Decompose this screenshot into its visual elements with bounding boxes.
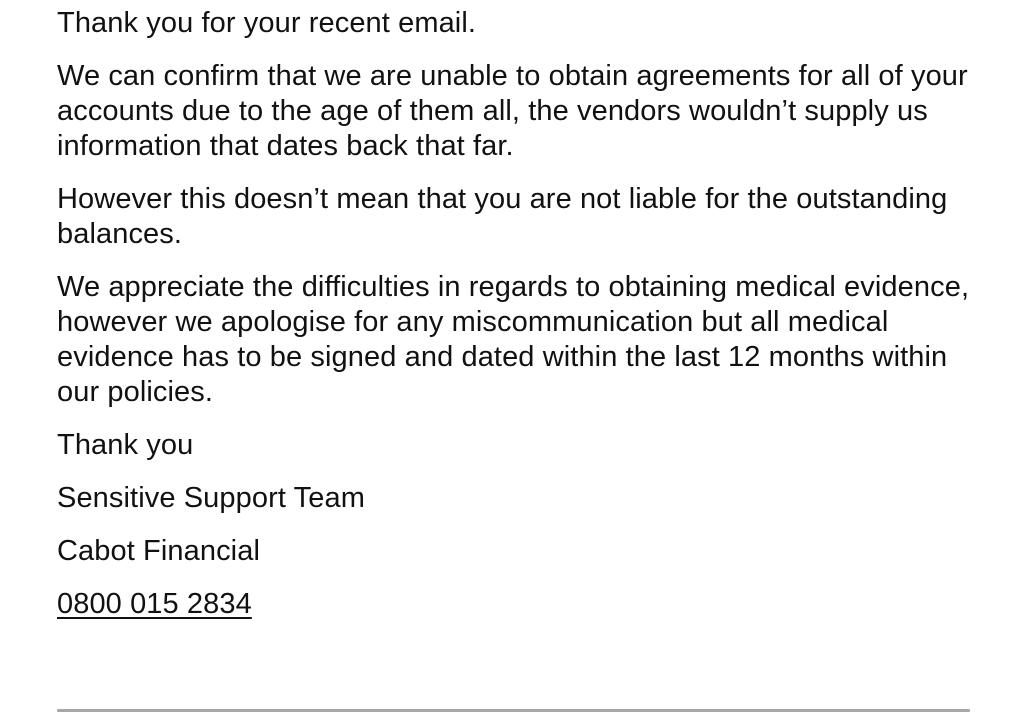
- bottom-divider: [57, 709, 970, 712]
- signature-team: Sensitive Support Team: [57, 482, 365, 514]
- email-body: [57, 6, 987, 640]
- email-closing: Thank you: [57, 429, 194, 461]
- email-paragraph-agreements: We can confirm that we are unable to obtain agreements for all of your accounts due to the age of them all, the vendors wouldn’t supply us information that dates back that far.: [57, 60, 968, 162]
- email-paragraph-medical-evidence: We appreciate the difficulties in regards to obtaining medical evidence, however we apologise for any miscommunication but all medical evidence has to be signed and dated within the last 12 months within our policies.: [57, 271, 970, 408]
- email-paragraph-greeting: Thank you for your recent email.: [57, 7, 477, 39]
- signature-company: Cabot Financial: [57, 535, 260, 567]
- signature-phone-line: [57, 587, 987, 622]
- email-paragraph-liability: However this doesn’t mean that you are not liable for the outstanding balances.: [57, 183, 948, 250]
- phone-link[interactable]: 0800 015 2834: [57, 588, 252, 620]
